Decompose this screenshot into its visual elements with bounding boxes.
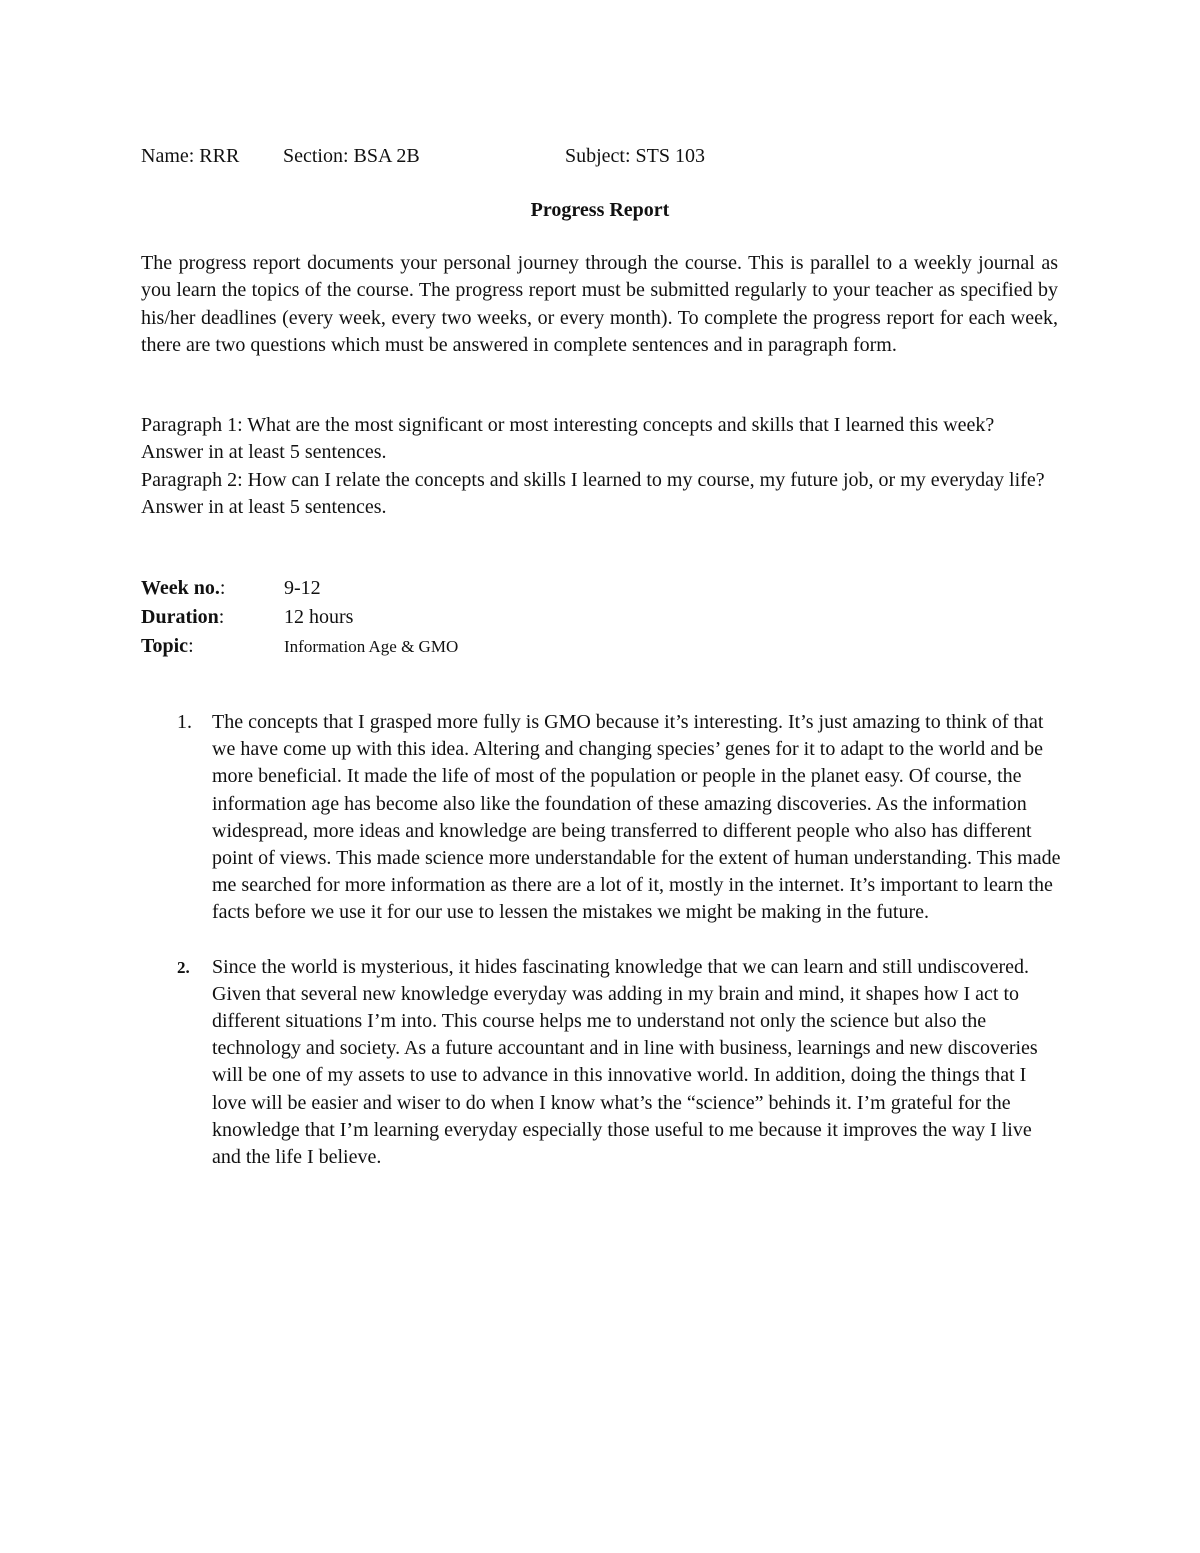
duration-label: Duration: [141, 606, 225, 628]
topic-label: Topic: [141, 635, 194, 657]
topic-value: Information Age & GMO [284, 637, 459, 656]
answers-list [141, 709, 1061, 1171]
list-item [141, 954, 1061, 1172]
prompt-paragraph-1: Paragraph 1: What are the most significant or most interesting concepts and skills that I learned this week? Answer in at least 5 sentences. [141, 414, 995, 464]
prompts [141, 412, 1058, 521]
answer-text: The concepts that I grasped more fully is GMO because it’s interesting. It’s just amazing to think of that we have come up with this idea. Altering and changing species’ genes for it to adapt to the world and be more beneficial. It made the life of most of the population or people in the planet easy. Of course, the information age has become also like the foundation of these amazing discoveries. As the information widespread, more ideas and knowledge are being transferred to different people who also has different point of views. This made science more understandable for the extent of human understanding. This made me searched for more information as there are a lot of it, mostly in the internet. It’s important to learn the facts before we use it for our use to lessen the mistakes we might be making in the future. [212, 711, 1061, 924]
page-title: Progress Report [530, 199, 670, 221]
list-item [141, 709, 1061, 927]
student-name: Name: RRR [141, 145, 240, 167]
answer-number: 2. [177, 957, 190, 977]
prompt-paragraph-2: Paragraph 2: How can I relate the concepts and skills I learned to my course, my future job, or my everyday life? Answer in at least 5 sentences. [141, 468, 1045, 518]
week-value: 9-12 [284, 577, 321, 599]
week-label: Week no.: [141, 577, 226, 599]
answer-number: 1. [177, 711, 192, 733]
duration-value: 12 hours [284, 606, 354, 628]
subject: Subject: STS 103 [565, 145, 706, 167]
answer-text: Since the world is mysterious, it hides fascinating knowledge that we can learn and still undiscovered. Given that several new knowledge everyday was adding in my brain and mind, it shapes how I act to different situations I’m into. This course helps me to understand not only the science but also the technology and society. As a future accountant and in line with business, learnings and new discoveries will be one of my assets to use to advance in this innovative world. In addition, doing the things that I love will be easier and wiser to do when I know what’s the “science” behinds it. I’m grateful for the knowledge that I’m learning everyday especially those useful to me because it improves the way I live and the life I believe. [212, 955, 1038, 1169]
intro-paragraph: The progress report documents your personal journey through the course. This is parallel to a weekly journal as you learn the topics of the course. The progress report must be submitted regularly to your teacher as specified by his/her deadlines (every week, every two weeks, or every month). To complete the progress report for each week, there are two questions which must be answered in complete sentences and in paragraph form. [141, 252, 1058, 356]
student-section: Section: BSA 2B [283, 145, 420, 167]
